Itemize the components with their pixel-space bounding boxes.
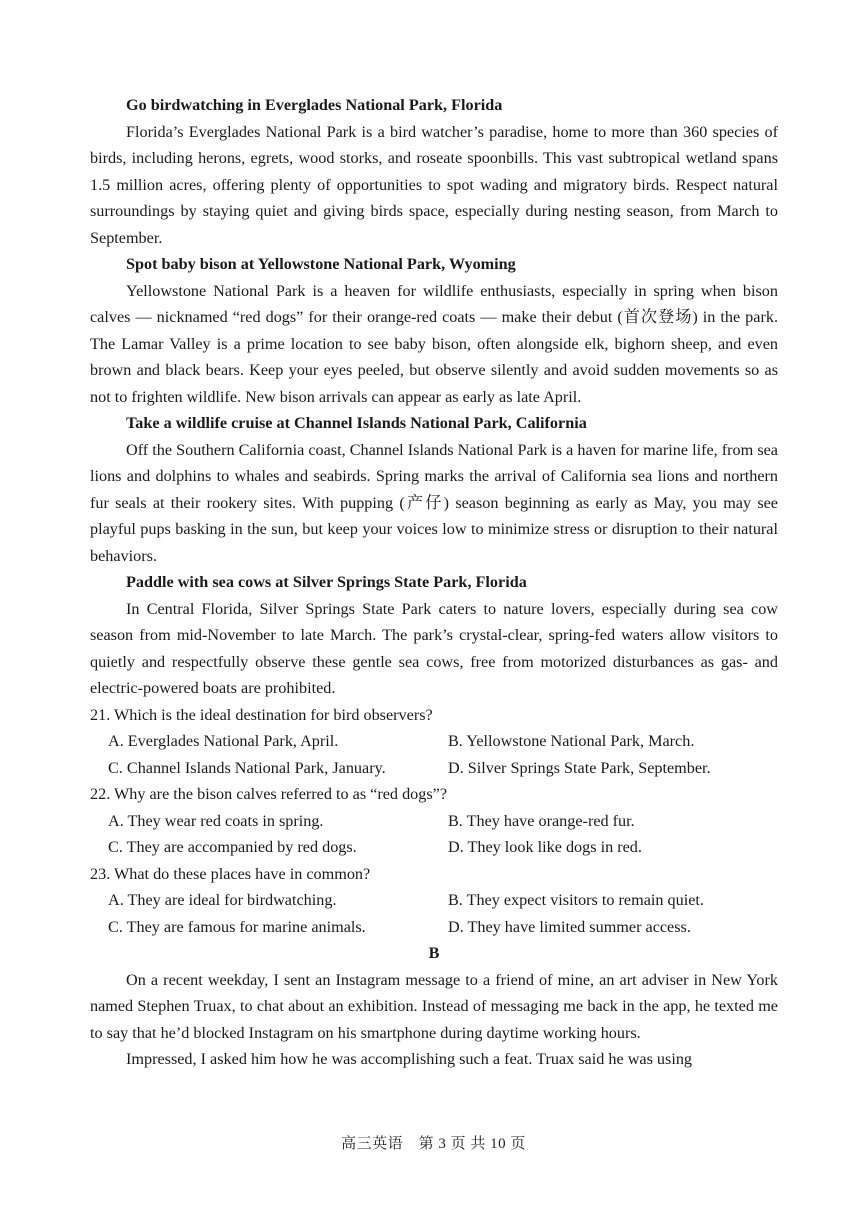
section-body-everglades: Florida’s Everglades National Park is a bird watcher’s paradise, home to more than 360 species of birds, including herons, egrets, wood storks, and roseate spoonbills. This vast subtropical wetland spans 1.5 million acres, offering plenty of opportunities to spot wading and migratory birds. Respect natural surroundings by staying quiet and giving birds space, especially during nesting season, from March to September. <box>90 122 778 247</box>
passage-b-paragraph-2: Impressed, I asked him how he was accomplishing such a feat. Truax said he was using <box>126 1050 693 1068</box>
question-stem: 23. What do these places have in common? <box>90 864 371 883</box>
option-c: C. They are famous for marine animals. <box>108 917 366 936</box>
question-options <box>90 728 778 781</box>
option-a: A. They wear red coats in spring. <box>108 811 324 830</box>
option-d: D. Silver Springs State Park, September. <box>448 758 711 777</box>
option-b: B. Yellowstone National Park, March. <box>448 732 695 750</box>
section-heading-channel-islands: Take a wildlife cruise at Channel Islands National Park, California <box>126 414 587 432</box>
question-stem: 21. Which is the ideal destination for bird observers? <box>90 705 433 724</box>
question-options <box>90 808 778 861</box>
question-21 <box>90 702 778 782</box>
option-c: C. They are accompanied by red dogs. <box>108 838 357 856</box>
section-body-yellowstone: Yellowstone National Park is a heaven for wildlife enthusiasts, especially in spring when bison calves — nicknamed “red dogs” for their orange-red coats — make their debut (首次登场) in the park. The Lamar Valley is a prime location to see baby bison, often alongside elk, bighorn sheep, and even brown and black bears. Keep your eyes peeled, but observe silently and avoid sudden movements so as not to frighten wildlife. New bison arrivals can appear as early as late April. <box>90 281 778 406</box>
passage-b-letter: B <box>428 944 440 962</box>
option-b: B. They have orange-red fur. <box>448 811 635 830</box>
question-23 <box>90 861 778 941</box>
section-body-channel-islands: Off the Southern California coast, Channel Islands National Park is a haven for marine life, from sea lions and dolphins to whales and seabirds. Spring marks the arrival of California sea lions and northern fur seals at their rookery sites. With pupping (产仔) season beginning as early as May, you may see playful pups basking in the sun, but keep your voices low to minimize stress or disruption to their natural behaviors. <box>90 440 778 565</box>
question-options <box>90 887 778 940</box>
question-stem: 22. Why are the bison calves referred to as “red dogs”? <box>90 785 448 803</box>
section-heading-yellowstone: Spot baby bison at Yellowstone National Park, Wyoming <box>126 255 516 273</box>
page-footer: 高三英语 第 3 页 共 10 页 <box>341 1136 526 1152</box>
option-b: B. They expect visitors to remain quiet. <box>448 891 704 909</box>
section-heading-silver-springs: Paddle with sea cows at Silver Springs State Park, Florida <box>126 573 527 591</box>
option-d: D. They look like dogs in red. <box>448 838 642 856</box>
section-heading-everglades: Go birdwatching in Everglades National Park, Florida <box>126 96 503 114</box>
option-a: A. Everglades National Park, April. <box>108 732 339 750</box>
section-body-silver-springs: In Central Florida, Silver Springs State Park caters to nature lovers, especially during sea cow season from mid-November to late March. The park’s crystal-clear, spring-fed waters allow visitors to quietly and respectfully observe these gentle sea cows, free from motorized disturbances as gas- and electric-powered boats are prohibited. <box>90 599 778 697</box>
passage-b-paragraph-1: On a recent weekday, I sent an Instagram message to a friend of mine, an art adviser in New York named Stephen Truax, to chat about an exhibition. Instead of messaging me back in the app, he texted me to say that he’d blocked Instagram on his smartphone during daytime working hours. <box>90 970 778 1042</box>
option-a: A. They are ideal for birdwatching. <box>108 891 337 909</box>
option-d: D. They have limited summer access. <box>448 917 691 936</box>
exam-page <box>90 92 778 1073</box>
question-22 <box>90 781 778 861</box>
option-c: C. Channel Islands National Park, January. <box>108 758 386 777</box>
